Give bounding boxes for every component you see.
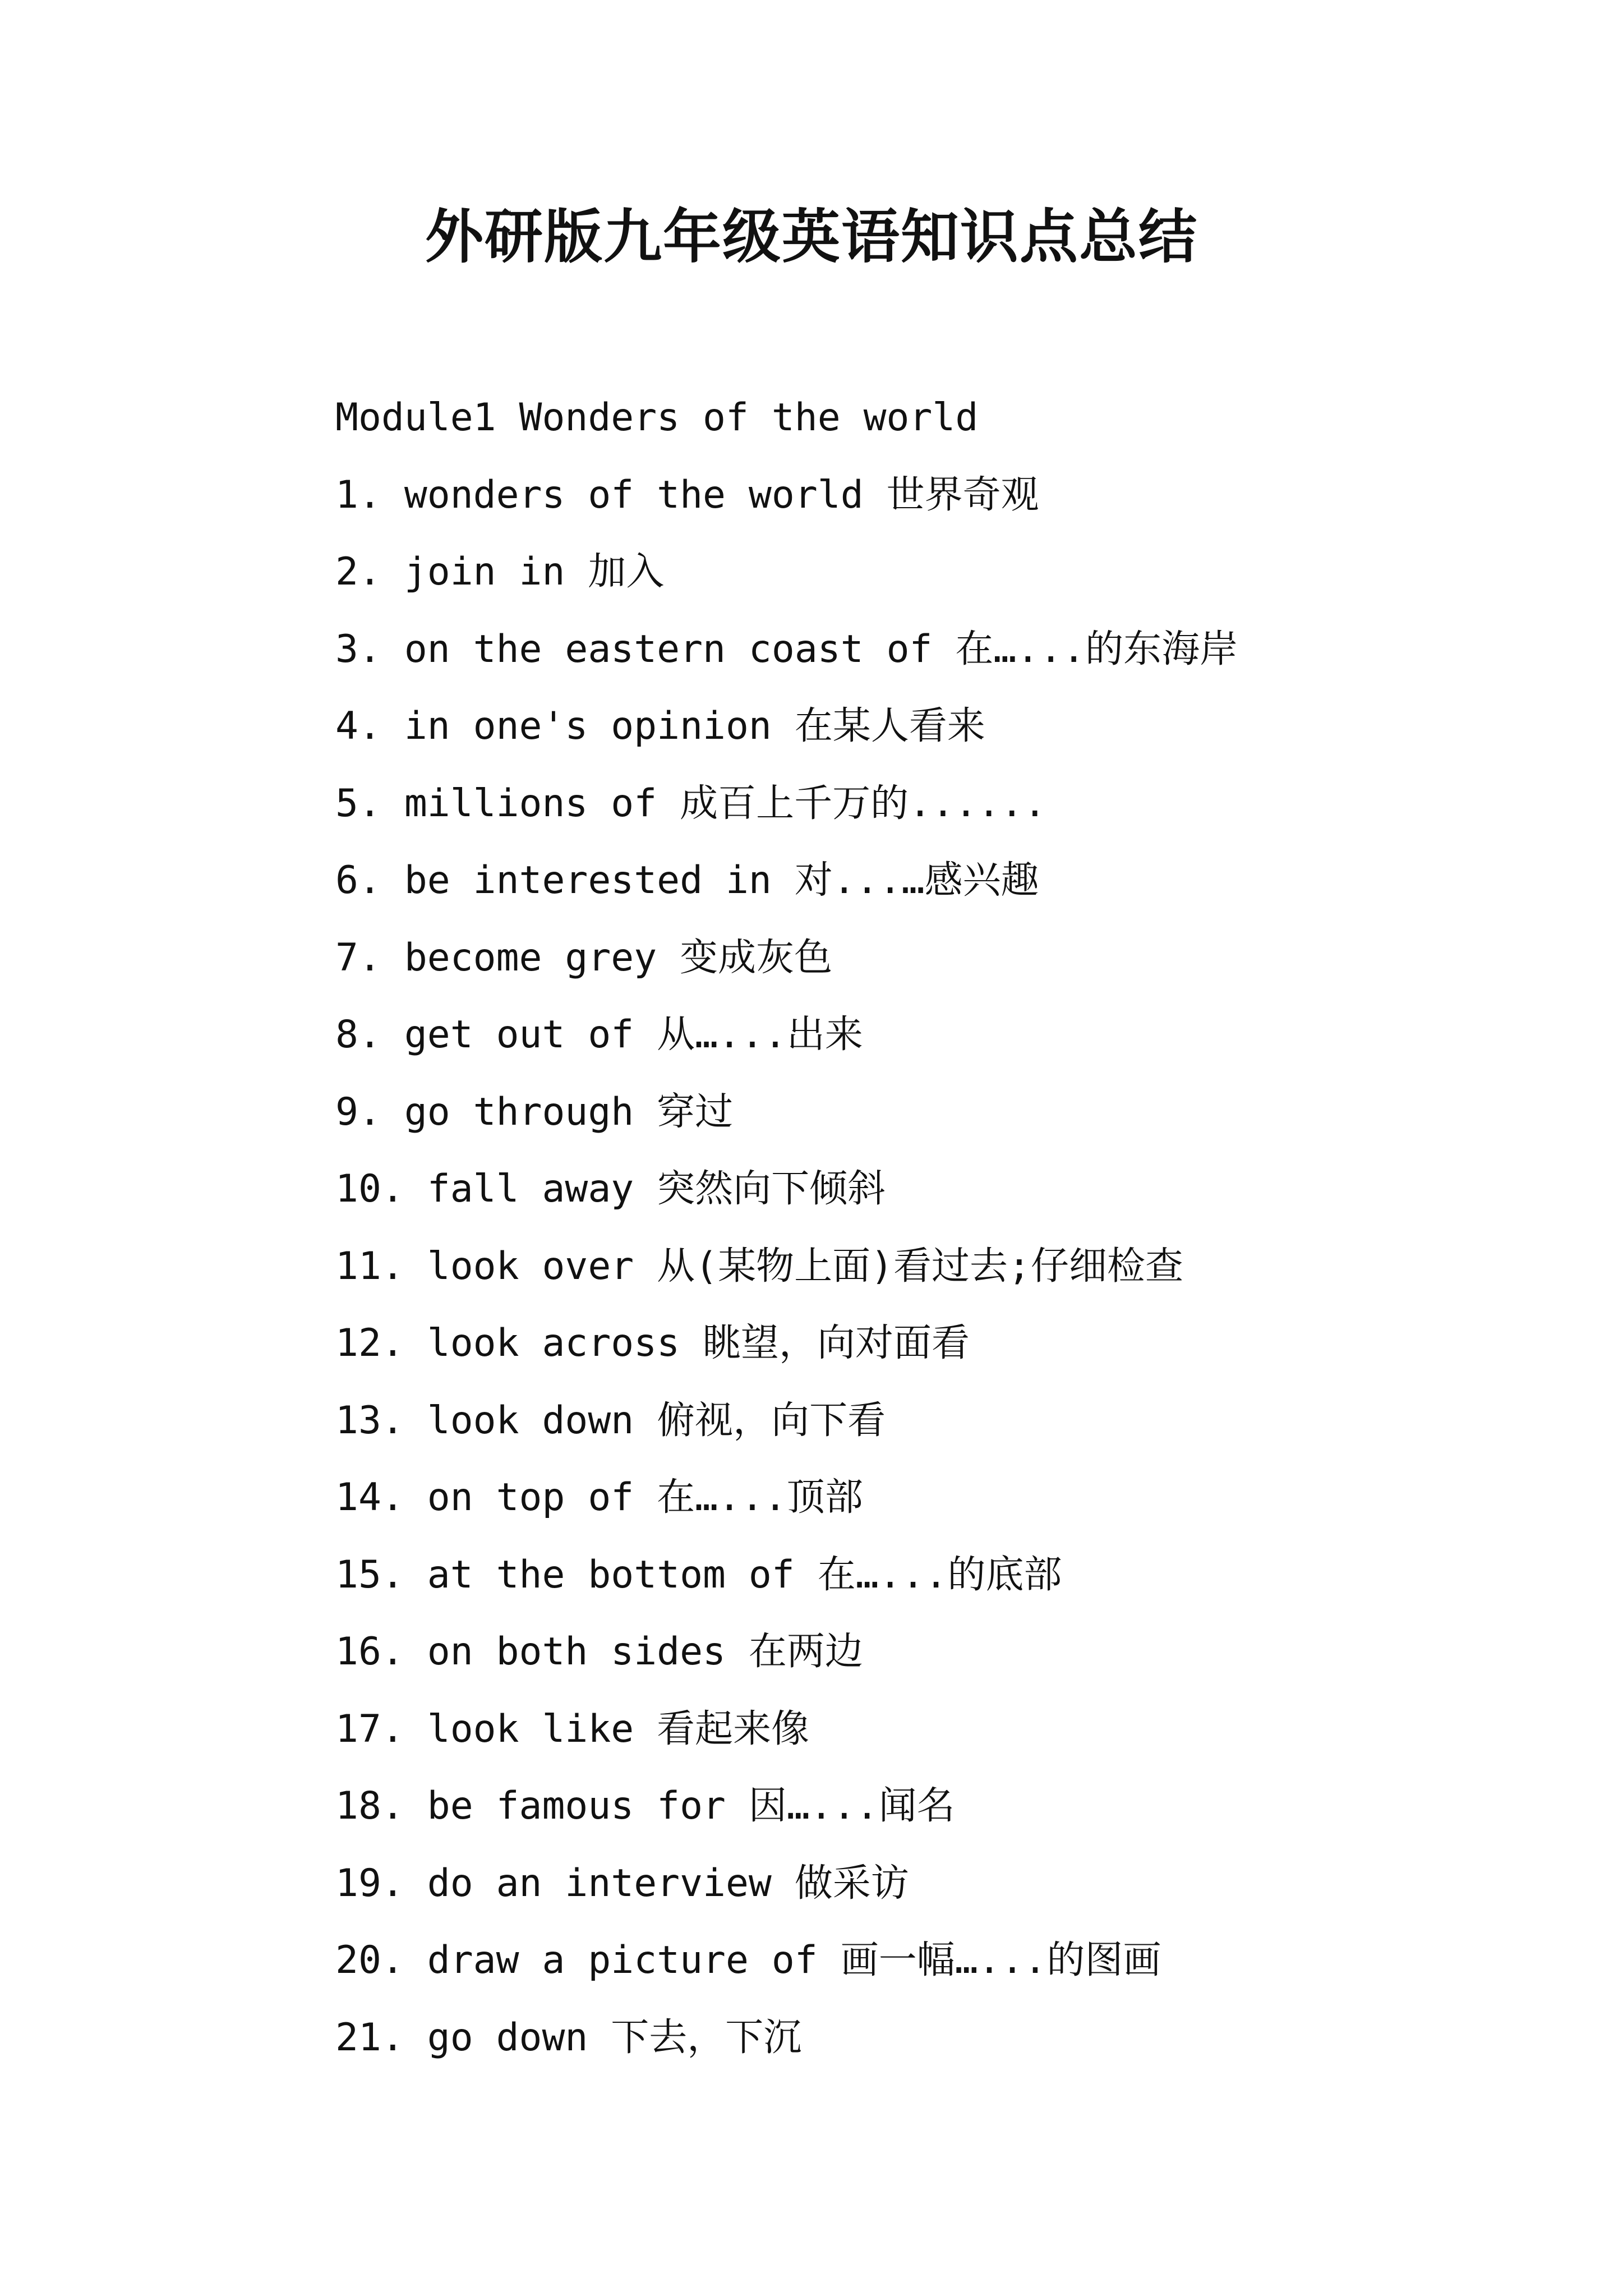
list-item-number: 20. xyxy=(335,1938,404,1982)
list-item-text: look like 看起来像 xyxy=(427,1706,810,1751)
list-item xyxy=(335,1151,1569,1228)
list-item-text: look across 眺望，向对面看 xyxy=(427,1321,970,1365)
list-item-text: at the bottom of 在…...的底部 xyxy=(427,1552,1062,1597)
list-item-number: 4. xyxy=(335,704,381,748)
list-item-number: 9. xyxy=(335,1089,381,1134)
list-item xyxy=(335,1999,1569,2077)
list-item xyxy=(335,1845,1569,1922)
list-item-text: become grey 变成灰色 xyxy=(404,935,833,980)
list-item-number: 6. xyxy=(335,858,381,903)
list-item xyxy=(335,611,1569,688)
list-item-text: in one's opinion 在某人看来 xyxy=(404,704,985,748)
list-item xyxy=(335,765,1569,843)
list-item-text: fall away 突然向下倾斜 xyxy=(427,1167,886,1211)
list-item-number: 15. xyxy=(335,1552,404,1597)
list-item xyxy=(335,1228,1569,1305)
list-item-text: be famous for 因…...闻名 xyxy=(427,1784,955,1828)
page-title: 外研版九年级英语知识点总结 xyxy=(425,202,1198,271)
list-item-number: 19. xyxy=(335,1861,404,1906)
module-heading: Module1 Wonders of the world xyxy=(335,395,979,440)
list-item-text: look over 从(某物上面)看过去;仔细检查 xyxy=(427,1244,1183,1289)
list-item-number: 10. xyxy=(335,1167,404,1211)
list-item xyxy=(335,688,1569,765)
list-item xyxy=(335,1459,1569,1536)
list-item xyxy=(335,842,1569,919)
list-item xyxy=(335,457,1569,534)
list-item-number: 11. xyxy=(335,1244,404,1289)
list-item-number: 7. xyxy=(335,935,381,980)
list-item xyxy=(335,919,1569,997)
list-item-text: on both sides 在两边 xyxy=(427,1630,863,1674)
list-item xyxy=(335,1613,1569,1691)
list-item-text: wonders of the world 世界奇观 xyxy=(404,472,1039,517)
list-item-text: on top of 在…...顶部 xyxy=(427,1475,863,1520)
list-item-text: go down 下去，下沉 xyxy=(427,2015,802,2060)
list-item-text: be interested in 对...…感兴趣 xyxy=(404,858,1039,903)
list-item-number: 18. xyxy=(335,1784,404,1828)
list-item xyxy=(335,533,1569,611)
list-item-number: 8. xyxy=(335,1013,381,1057)
list-item-number: 12. xyxy=(335,1321,404,1365)
list-item-number: 2. xyxy=(335,550,381,594)
list-item-text: look down 俯视，向下看 xyxy=(427,1398,886,1443)
list-item-number: 14. xyxy=(335,1475,404,1520)
list-item-number: 1. xyxy=(335,472,381,517)
list-item xyxy=(335,1768,1569,1845)
phrase-list xyxy=(335,457,1569,2077)
list-item-text: millions of 成百上千万的...... xyxy=(404,781,1046,826)
list-item-number: 17. xyxy=(335,1706,404,1751)
list-item-text: go through 穿过 xyxy=(404,1089,734,1134)
list-item xyxy=(335,1536,1569,1614)
list-item-number: 13. xyxy=(335,1398,404,1443)
list-item-number: 3. xyxy=(335,627,381,671)
list-item xyxy=(335,1691,1569,1768)
list-item xyxy=(335,996,1569,1074)
document-body xyxy=(335,379,1569,2076)
list-item-text: get out of 从…...出来 xyxy=(404,1013,863,1057)
list-item-number: 16. xyxy=(335,1630,404,1674)
list-item-text: on the eastern coast of 在…...的东海岸 xyxy=(404,627,1238,671)
list-item-number: 5. xyxy=(335,781,381,826)
list-item-text: join in 加入 xyxy=(404,550,665,594)
list-item xyxy=(335,1074,1569,1151)
list-item xyxy=(335,1305,1569,1382)
list-item-text: draw a picture of 画一幅…...的图画 xyxy=(427,1938,1161,1982)
list-item xyxy=(335,1922,1569,1999)
list-item-text: do an interview 做采访 xyxy=(427,1861,909,1906)
list-item-number: 21. xyxy=(335,2015,404,2060)
list-item xyxy=(335,1382,1569,1460)
